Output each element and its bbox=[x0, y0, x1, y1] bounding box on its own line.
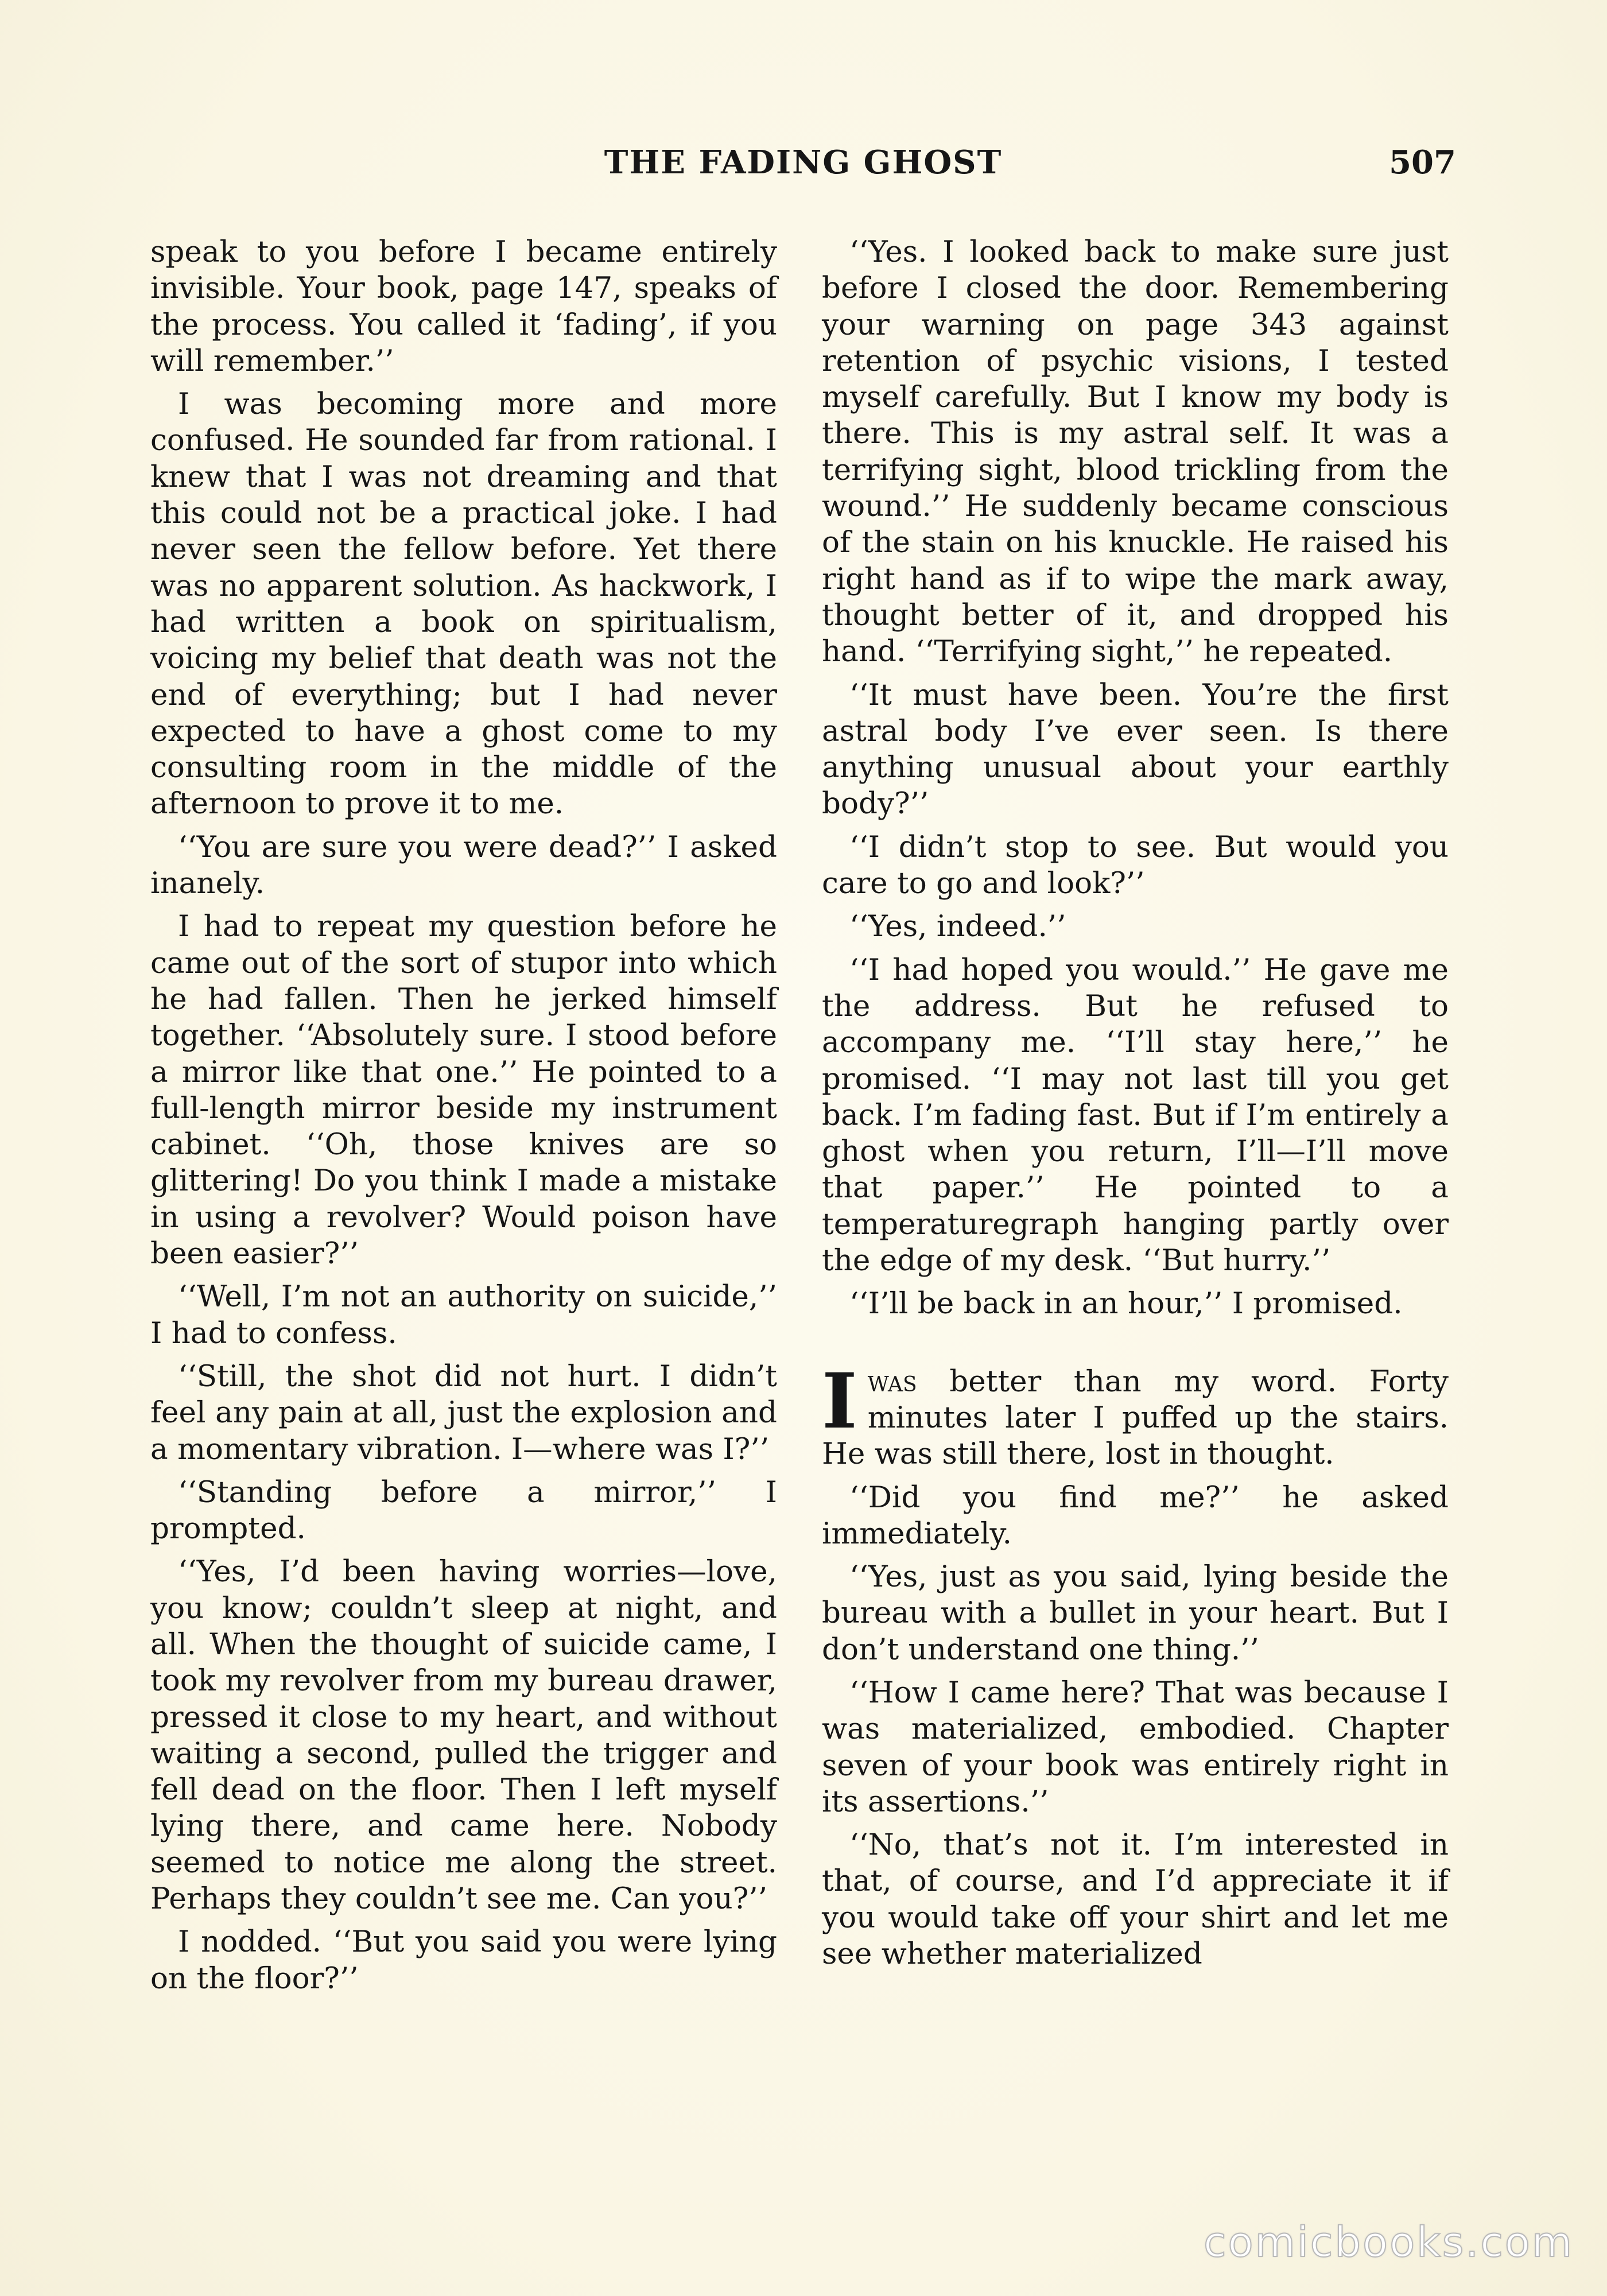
running-header bbox=[150, 144, 1456, 189]
left-column bbox=[150, 234, 777, 2004]
paragraph: ‘‘Still, the shot did not hurt. I didn’t feel any pain at all, just the explosion and a momentary vibration. I—where was I?’’ bbox=[150, 1359, 777, 1467]
paragraph: ‘‘Yes, I’d been having worries—love, you know; couldn’t sleep at night, and all. When the thought of suicide came, I took my revolver from my bureau drawer, pressed it close to my heart, and without waiting a second, pulled the trigger and fell dead on the floor. Then I left myself lying there, and came here. Nobody seemed to notice me along the street. Perhaps they couldn’t see me. Can you?’’ bbox=[150, 1554, 777, 1917]
paragraph: I nodded. ‘‘But you said you were lying on the floor?’’ bbox=[150, 1925, 777, 1996]
paragraph: ‘‘Well, I’m not an authority on suicide,’’ I had to confess. bbox=[150, 1279, 777, 1351]
section-opening-paragraph bbox=[822, 1356, 1449, 1473]
paragraph: ‘‘You are sure you were dead?’’ I asked inanely. bbox=[150, 829, 777, 901]
paragraph: ‘‘I’ll be back in an hour,’’ I promised. bbox=[849, 1286, 1403, 1321]
paragraph: ‘‘I didn’t stop to see. But would you care to go and look?’’ bbox=[822, 829, 1449, 901]
paragraph: ‘‘It must have been. You’re the first astral body I’ve ever seen. Is there anything unusual about your earthly body?’’ bbox=[822, 677, 1449, 821]
small-caps-lead: was bbox=[867, 1364, 917, 1399]
paragraph: ‘‘Did you find me?’’ he asked immediately. bbox=[822, 1480, 1449, 1551]
paragraph: ‘‘Yes. I looked back to make sure just before I closed the door. Remembering your warning on page 343 against retention of psychic visions, I tested myself carefully. But I know my body is there. This is my astral self. It was a terrifying sight, blood trickling from the wound.’’ He suddenly became conscious of the stain on his knuckle. He raised his right hand as if to wipe the mark away, thought better of it, and dropped his hand. ‘‘Terrifying sight,’’ he repeated. bbox=[822, 235, 1449, 669]
page-number: 507 bbox=[1389, 144, 1456, 181]
drop-cap: I bbox=[822, 1356, 857, 1446]
paragraph: ‘‘I had hoped you would.’’ He gave me the address. But he refused to accompany me. ‘‘I’ll stay here,’’ he promised. ‘‘I may not last till you get back. I’m fading fast. But if I’m entirely a ghost when you return, I’ll—I’ll move that paper.’’ He pointed to a temperaturegraph hanging partly over the edge of my desk. ‘‘But hurry.’’ bbox=[822, 952, 1449, 1278]
paragraph: ‘‘Yes, just as you said, lying beside the bureau with a bullet in your heart. But I don’t understand one thing.’’ bbox=[822, 1560, 1449, 1667]
right-column bbox=[822, 234, 1449, 1979]
watermark: comicbooks.com bbox=[1203, 2218, 1574, 2266]
running-title: THE FADING GHOST bbox=[604, 144, 1003, 181]
paragraph: ‘‘How I came here? That was because I was materialized, embodied. Chapter seven of your book was entirely right in its assertions.’’ bbox=[822, 1675, 1449, 1819]
paragraph-text: better than my word. Forty minutes later I puffed up the stairs. He was still there, lost in thought. bbox=[822, 1364, 1449, 1472]
paragraph: speak to you before I became entirely invisible. Your book, page 147, speaks of the process. You called it ‘fading’, if you will remember.’’ bbox=[150, 235, 777, 378]
paragraph: ‘‘No, that’s not it. I’m interested in that, of course, and I’d appreciate it if you would take off your shirt and let me see whether materialized bbox=[822, 1828, 1449, 1972]
paragraph: ‘‘Standing before a mirror,’’ I prompted. bbox=[150, 1475, 777, 1546]
paragraph: I had to repeat my question before he came out of the sort of stupor into which he had fallen. Then he jerked himself together. ‘‘Absolutely sure. I stood before a mirror like that one.’’ He pointed to a full-length mirror beside my instrument cabinet. ‘‘Oh, those knives are so glittering! Do you think I made a mistake in using a revolver? Would poison have been easier?’’ bbox=[150, 909, 777, 1271]
section-break bbox=[822, 1329, 1449, 1364]
paragraph: I was becoming more and more confused. He sounded far from rational. I knew that I was not dreaming and that this could not be a practical joke. I had never seen the fellow before. Yet there was no apparent solution. As hackwork, I had written a book on spiritualism, voicing my belief that death was not the end of everything; but I had never expected to have a ghost come to my consulting room in the middle of the afternoon to prove it to me. bbox=[150, 387, 777, 821]
paragraph: ‘‘Yes, indeed.’’ bbox=[849, 909, 1066, 944]
